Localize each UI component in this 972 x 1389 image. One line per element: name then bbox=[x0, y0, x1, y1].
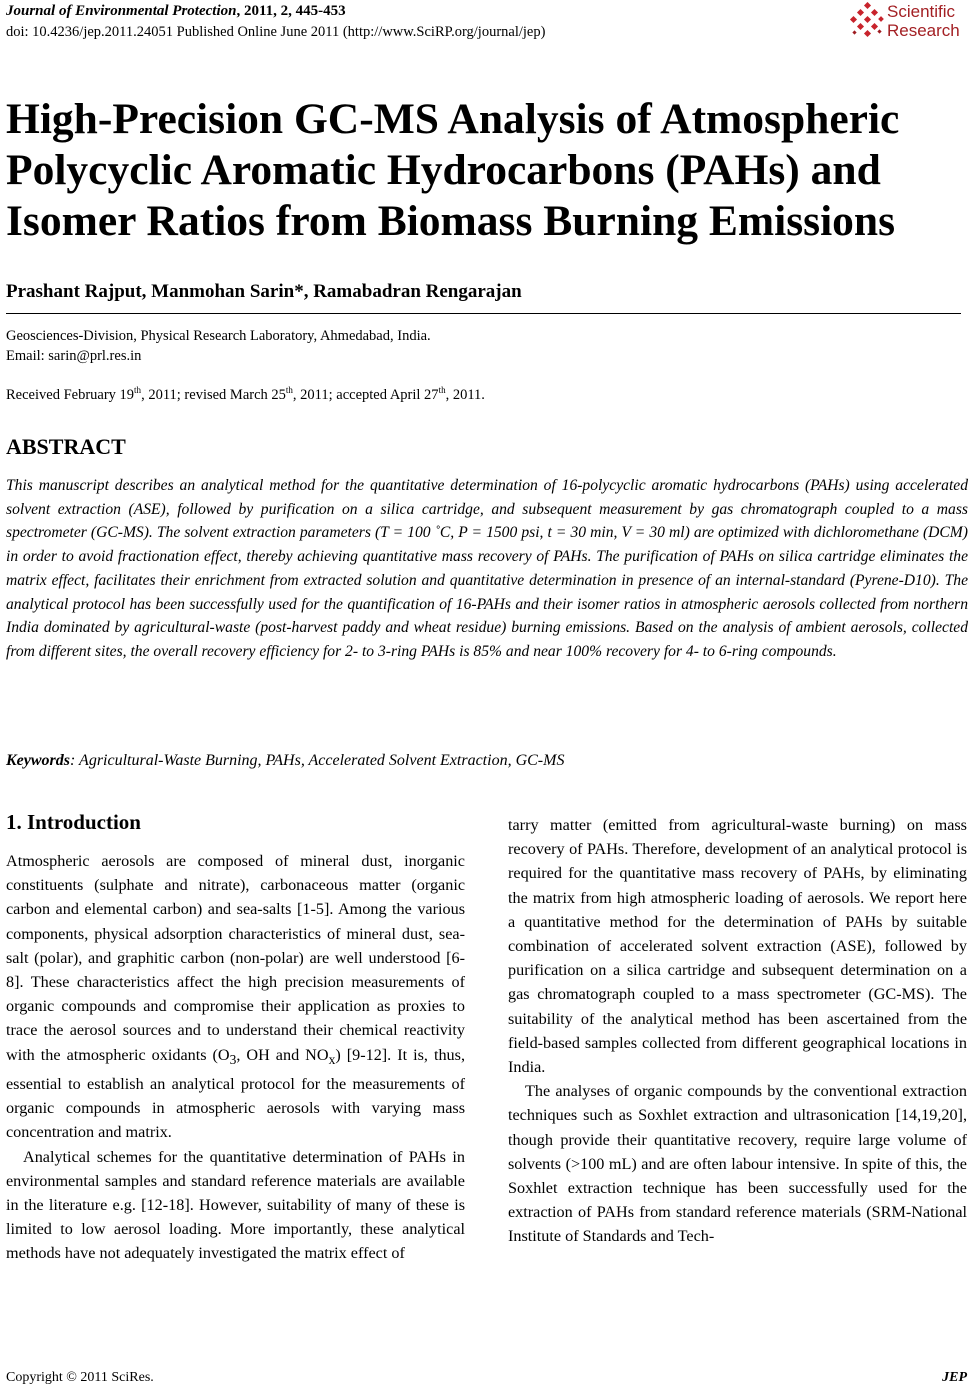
footer-journal: JEP bbox=[942, 1370, 967, 1385]
journal-citation bbox=[6, 3, 346, 20]
revised-text: , 2011; revised March 25 bbox=[141, 386, 286, 403]
logo-line-2: Research bbox=[887, 21, 960, 40]
ordinal-suffix: th bbox=[285, 385, 293, 395]
footer-copyright: Copyright © 2011 SciRes. bbox=[6, 1370, 154, 1385]
left-column bbox=[6, 849, 465, 1266]
ordinal-suffix: th bbox=[134, 385, 142, 395]
email: Email: sarin@prl.res.in bbox=[6, 348, 142, 364]
subscript: 3 bbox=[229, 1051, 237, 1067]
logo-text bbox=[887, 2, 960, 40]
paragraph-text: , OH and NO bbox=[236, 1045, 329, 1064]
paragraph-text: ) [9-12]. It is, thus, essential to establish an analytical protocol for the measurements of organic compounds in atmospheric aerosols with varying mass concentration and matrix. bbox=[6, 1045, 465, 1142]
paragraph: tarry matter (emitted from agricultural-waste burning) on mass recovery of PAHs. Therefore, development of an analytical protocol is required for the quantitative mass recovery of PAHs, by eliminating the matrix from high atmospheric loading of aerosols. We report here a quantitative method for the determination of PAHs by suitable combination of accelerated solvent extraction (ASE), followed by purification on a silica cartridge and subsequent determination on a gas chromatograph coupled to a mass spectrometer (GC-MS). The suitability of the analytical method has been ascertained from the field-based samples collected from different geographical locations in India. bbox=[508, 816, 967, 1077]
accepted-text: , 2011; accepted April 27 bbox=[292, 386, 439, 403]
right-column bbox=[508, 813, 967, 1249]
keywords-list: : Agricultural-Waste Burning, PAHs, Accelerated Solvent Extraction, GC-MS bbox=[70, 752, 565, 769]
ordinal-suffix: th bbox=[438, 385, 446, 395]
doi-line: doi: 10.4236/jep.2011.24051 Published Online June 2011 (http://www.SciRP.org/journal/jep) bbox=[6, 24, 546, 40]
paragraph-text: Atmospheric aerosols are composed of mineral dust, inorganic constituents (sulphate and nitrate), carbonaceous matter (organic carbon and elemental carbon) and sea-salts [1-5]. Among the various components, physical adsorption characteristics of mineral dust, sea-salt (polar), and graphitic carbon (non-polar) are well understood [6-8]. These characteristics affect the high precision measurements of organic compounds and compromise their application as proxies to trace the aerosol sources and to understand their chemical reactivity with the atmospheric oxidants (O bbox=[6, 852, 465, 1064]
received-dates bbox=[6, 385, 485, 404]
logo-line-1: Scientific bbox=[887, 2, 956, 21]
keywords-label: Keywords bbox=[6, 752, 70, 769]
section-heading: 1. Introduction bbox=[6, 810, 141, 834]
paragraph: The analyses of organic compounds by the conventional extraction techniques such as Soxhlet extraction and ultrasonication [14,19,20], though provide their quantitative recovery, require large volume of solvents (>100 mL) and are often labour intensive. In spite of this, the Soxhlet extraction technique has been successfully used for the extraction of PAHs from standard reference materials (SRM-National Institute of Standards and Tech- bbox=[508, 1082, 967, 1246]
scientific-research-logo bbox=[849, 0, 967, 44]
received-text: Received February 19 bbox=[6, 386, 135, 403]
divider bbox=[6, 313, 961, 314]
abstract-text: This manuscript describes an analytical method for the quantitative determination of 16-polycyclic aromatic hydrocarbons (PAHs) using accelerated solvent extraction (ASE), followed by purification on a silica cartridge, and subsequent measurement by gas chromatograph coupled to a mass spectrometer (GC-MS). The solvent extraction parameters (T = 100 ˚C, P = 1500 psi, t = 30 min, V = 30 ml) are optimized with dichloromethane (DCM) in order to avoid fractionation effect, thereby achieving quantitative mass recovery of PAHs. The purification of PAHs on silica cartridge eliminates the matrix effect, facilitates their enrichment from extracted solution and quantitative determination in presence of an internal-standard (Pyrene-D10). The analytical protocol has been successfully used for the quantification of 16-PAHs and their isomer ratios in atmospheric aerosols collected from northern India dominated by agricultural-waste (post-harvest paddy and wheat residue) burning emissions. Based on the analysis of ambient aerosols, collected from different sites, the overall recovery efficiency for 2- to 3-ring PAHs is 85% and near 100% recovery for 4- to 6-ring compounds. bbox=[6, 477, 968, 660]
year-text: , 2011. bbox=[445, 386, 485, 403]
subscript: x bbox=[328, 1051, 336, 1067]
keywords bbox=[6, 752, 564, 770]
logo-mark-icon bbox=[849, 2, 885, 42]
abstract-heading: ABSTRACT bbox=[6, 434, 126, 459]
affiliation-block bbox=[6, 326, 431, 366]
journal-volume-pages: , 2011, 2, 445-453 bbox=[236, 3, 346, 19]
paragraph bbox=[6, 849, 465, 1145]
journal-name: Journal of Environmental Protection bbox=[6, 3, 237, 19]
paragraph: Analytical schemes for the quantitative determination of PAHs in environmental samples and standard reference materials are available in the literature e.g. [12-18]. However, suitability of many of these is limited to low aerosol loading. More importantly, these analytical methods have not adequately investigated the matrix effect of bbox=[6, 1147, 465, 1263]
authors: Prashant Rajput, Manmohan Sarin*, Ramabadran Rengarajan bbox=[6, 281, 522, 302]
paper-title: High-Precision GC-MS Analysis of Atmospheric Polycyclic Aromatic Hydrocarbons (PAHs) and Isomer Ratios from Biomass Burning Emissions bbox=[6, 95, 900, 245]
affiliation: Geosciences-Division, Physical Research Laboratory, Ahmedabad, India. bbox=[6, 328, 431, 344]
